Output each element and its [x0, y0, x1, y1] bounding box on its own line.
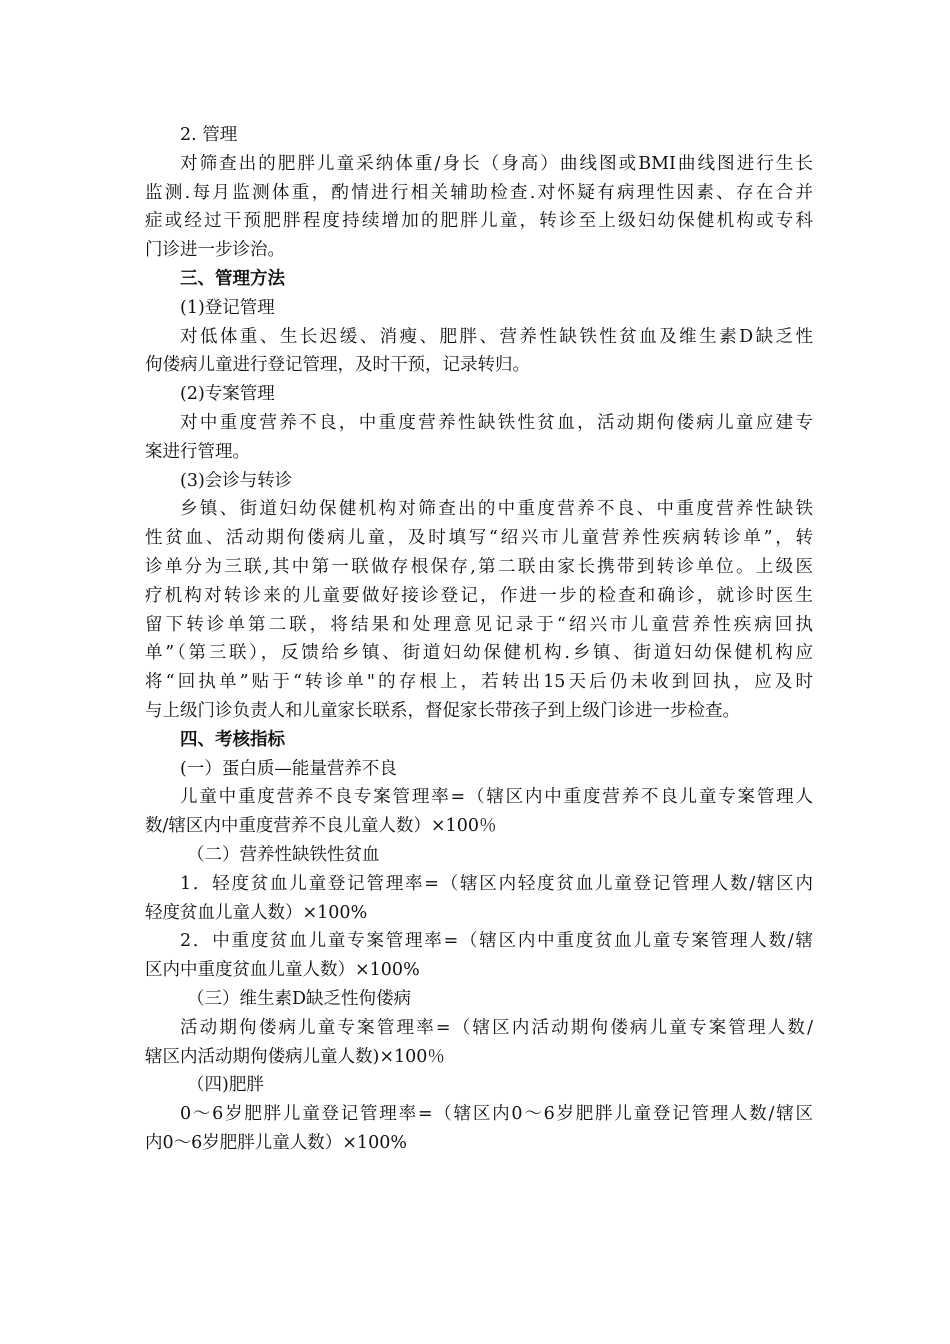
paragraph-line: 疗机构对转诊来的儿童要做好接诊登记，作进一步的检查和确诊，就诊时医生: [145, 585, 813, 606]
formula-line: 数/辖区内中重度营养不良儿童人数）×100％: [145, 816, 497, 837]
section-heading: 三、管理方法: [180, 268, 285, 289]
paragraph-line: 单”（第三联），反馈给乡镇、街道妇幼保健机构.乡镇、街道妇幼保健机构应: [145, 643, 813, 664]
paragraph-line: 监测.每月监测体重，酌情进行相关辅助检查.对怀疑有病理性因素、存在合并: [145, 182, 813, 203]
paragraph-line: 诊单分为三联,其中第一联做存根保存,第二联由家长携带到转诊单位。上级医: [145, 556, 813, 577]
subsection-heading: 2. 管理: [180, 125, 238, 145]
paragraph-line: 门诊进一步诊治。: [145, 240, 285, 261]
formula-line: 0～6岁肥胖儿童登记管理率=（辖区内0～6岁肥胖儿童登记管理人数/辖区: [180, 1104, 813, 1125]
subsection-heading: （三）维生素D缺乏性佝偻病: [187, 988, 412, 1009]
formula-line: 区内中重度贫血儿童人数）×100%: [145, 960, 420, 981]
subsection-heading: （四)肥胖: [187, 1075, 264, 1096]
formula-line: 2．中重度贫血儿童专案管理率=（辖区内中重度贫血儿童专案管理人数/辖: [180, 931, 813, 952]
paragraph-line: 对低体重、生长迟缓、消瘦、肥胖、营养性缺铁性贫血及维生素D缺乏性: [180, 326, 813, 347]
paragraph-line: 留下转诊单第二联，将结果和处理意见记录于“绍兴市儿童营养性疾病回执: [145, 614, 813, 635]
body-text: [145, 121, 813, 1158]
formula-line: 儿童中重度营养不良专案管理率=（辖区内中重度营养不良儿童专案管理人: [180, 787, 813, 808]
formula-line: 辖区内活动期佝偻病儿童人数)×100％: [145, 1046, 445, 1067]
formula-line: 内0～6岁肥胖儿童人数）×100%: [145, 1132, 407, 1153]
subsection-heading: (一）蛋白质—能量营养不良: [180, 758, 397, 779]
subsection-heading: （二）营养性缺铁性贫血: [187, 844, 380, 865]
formula-line: 活动期佝偻病儿童专案管理率=（辖区内活动期佝偻病儿童专案管理人数/: [180, 1017, 813, 1038]
paragraph-line: 佝偻病儿童进行登记管理，及时干预，记录转归。: [145, 355, 530, 376]
formula-line: 1．轻度贫血儿童登记管理率=（辖区内轻度贫血儿童登记管理人数/辖区内: [180, 873, 813, 894]
section-heading: 四、考核指标: [180, 729, 285, 750]
paragraph-line: 与上级门诊负责人和儿童家长联系，督促家长带孩子到上级门诊进一步检查。: [145, 700, 740, 721]
paragraph-line: 对筛查出的肥胖儿童采纳体重/身长（身高）曲线图或BMI曲线图进行生长: [180, 153, 813, 174]
subsection-heading: (2)专案管理: [180, 384, 275, 405]
paragraph-line: 性贫血、活动期佝偻病儿童，及时填写“绍兴市儿童营养性疾病转诊单”，转: [145, 528, 813, 549]
paragraph-line: 对中重度营养不良，中重度营养性缺铁性贫血，活动期佝偻病儿童应建专: [180, 412, 813, 433]
subsection-heading: (1)登记管理: [180, 297, 275, 318]
paragraph-line: 症或经过干预肥胖程度持续增加的肥胖儿童，转诊至上级妇幼保健机构或专科: [145, 211, 813, 232]
subsection-heading: (3)会诊与转诊: [180, 470, 293, 491]
paragraph-line: 乡镇、街道妇幼保健机构对筛查出的中重度营养不良、中重度营养性缺铁: [180, 499, 813, 520]
paragraph-line: 案进行管理。: [145, 441, 250, 462]
formula-line: 轻度贫血儿童人数）×100%: [145, 902, 368, 923]
paragraph-line: 将“回执单”贴于“转诊单"的存根上，若转出15天后仍未收到回执，应及时: [145, 672, 813, 693]
